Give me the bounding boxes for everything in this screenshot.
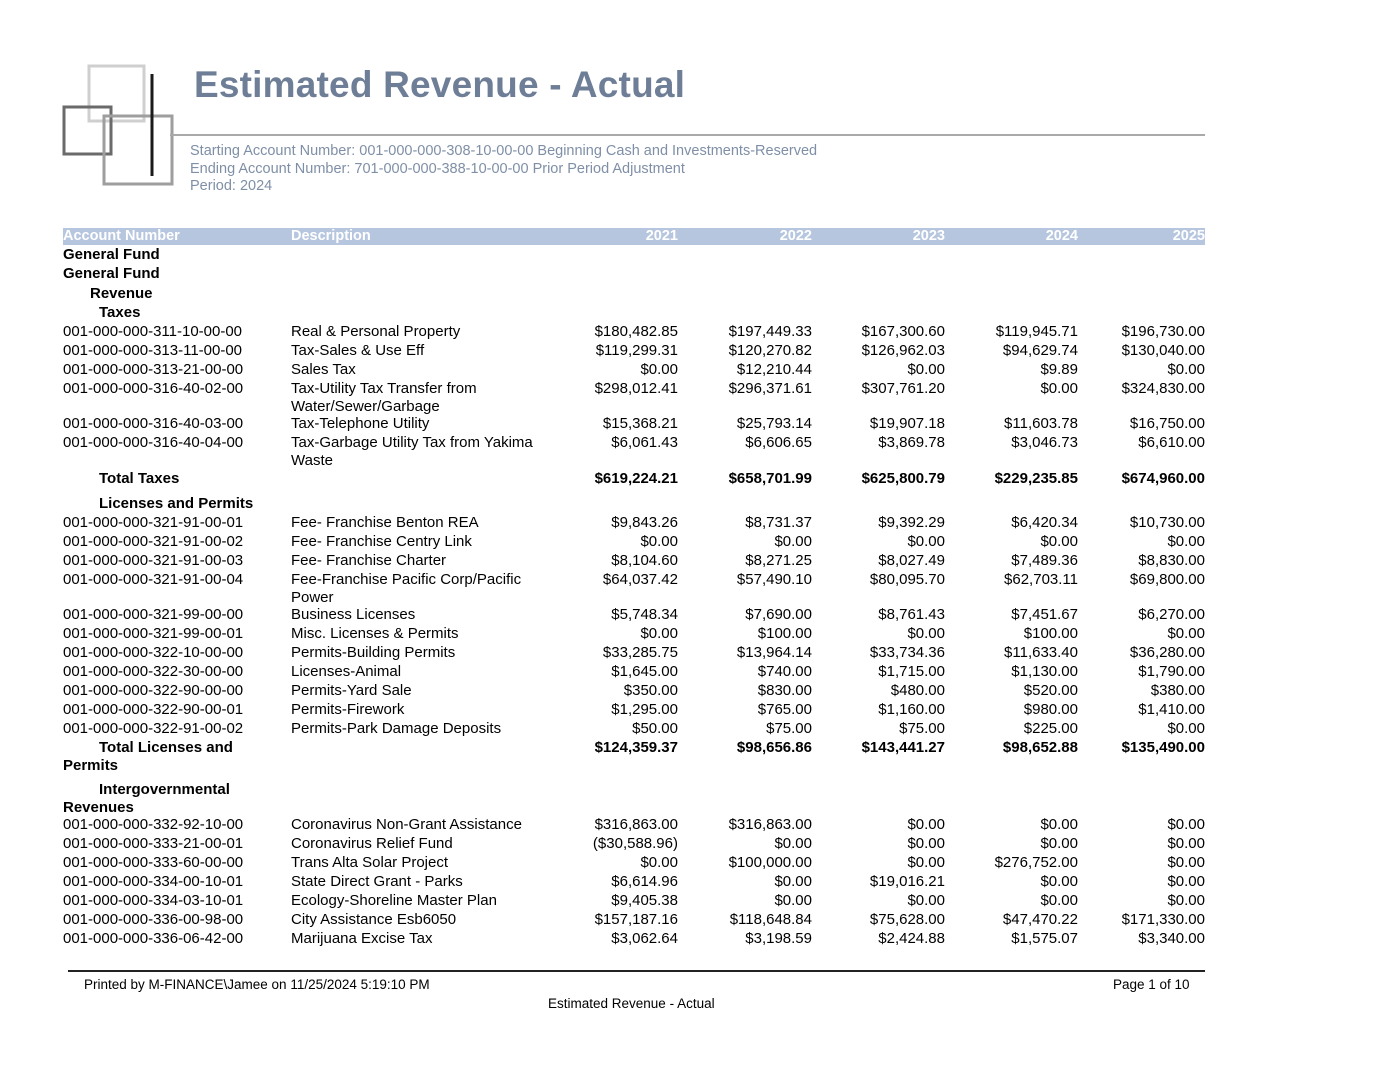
header-description: Description [291,228,371,244]
page-number: Page 1 of 10 [1113,977,1190,992]
value-2025: $1,790.00 [1138,663,1205,680]
value-2025: $196,730.00 [1121,323,1205,340]
value-2024: $1,575.07 [1011,930,1078,947]
header-2024: 2024 [1045,228,1078,244]
value-2024: $119,945.71 [995,323,1078,340]
description: Business Licenses [291,606,416,623]
value-2022: $0.00 [774,835,812,852]
value-2021: $298,012.41 [594,380,678,397]
account-number: 001-000-000-311-10-00-00 [63,323,243,340]
value-2022: $100.00 [757,625,812,642]
period: Period: 2024 [190,178,273,194]
value-2024: $276,752.00 [994,854,1078,871]
value-2022: $197,449.33 [728,323,812,340]
account-number: 001-000-000-334-03-10-01 [63,892,244,909]
value-2023: $1,160.00 [878,701,945,718]
starting-account: Starting Account Number: 001-000-000-308-10-00-00 Beginning Cash and Investments-Reserved [190,143,818,159]
value-2023: $8,027.49 [878,552,945,569]
description: Ecology-Shoreline Master Plan [291,892,497,909]
value-2021: ($30,588.96) [592,835,678,852]
value-2025: $380.00 [1150,682,1205,699]
description: Permits-Building Permits [291,644,456,661]
footer-divider [68,970,1205,972]
header-2025: 2025 [1172,228,1205,244]
value-2023: $2,424.88 [878,930,945,947]
description: City Assistance Esb6050 [291,911,457,928]
account-number: 001-000-000-322-90-00-00 [63,682,244,699]
account-number: 001-000-000-321-91-00-04 [63,571,244,588]
value-2021: $0.00 [640,361,678,378]
value-2021: $180,482.85 [594,323,678,340]
value-2023: $9,392.29 [878,514,945,531]
value-2021: $0.00 [640,533,678,550]
value-2025: $36,280.00 [1129,644,1205,661]
value-2023: $80,095.70 [869,571,945,588]
value-2022: $57,490.10 [736,571,812,588]
value-2022: $120,270.82 [728,342,812,359]
account-number: 001-000-000-316-40-04-00 [63,434,244,451]
account-number: 001-000-000-333-21-00-01 [63,835,244,852]
value-2024: $0.00 [1040,873,1078,890]
value-2024: $11,603.78 [1004,415,1078,432]
value-2021: $33,285.75 [602,644,678,661]
account-number: 001-000-000-322-90-00-01 [63,701,244,718]
revenue-label: Revenue [90,285,153,302]
value-2021: $9,405.38 [611,892,678,909]
value-2023: $0.00 [907,816,945,833]
value-2022: $3,198.59 [745,930,812,947]
footer-report-name: Estimated Revenue - Actual [548,996,715,1011]
value-2024: $7,489.36 [1011,552,1078,569]
value-2022: $7,690.00 [745,606,812,623]
value-2024: $62,703.11 [1004,571,1078,588]
account-number: 001-000-000-316-40-02-00 [63,380,244,397]
value-2023: $33,734.36 [869,644,945,661]
description: Coronavirus Non-Grant Assistance [291,816,522,833]
total-2023: $143,441.27 [861,739,945,756]
value-2022: $13,964.14 [736,644,812,661]
value-2023: $0.00 [907,625,945,642]
value-2022: $12,210.44 [736,361,812,378]
value-2022: $6,606.65 [745,434,812,451]
value-2022: $296,371.61 [728,380,812,397]
value-2021: $6,061.43 [611,434,678,451]
account-number: 001-000-000-316-40-03-00 [63,415,244,432]
value-2024: $11,633.40 [1004,644,1078,661]
report-parameters [190,143,817,196]
value-2025: $324,830.00 [1121,380,1205,397]
value-2024: $0.00 [1040,533,1078,550]
description: Trans Alta Solar Project [291,854,449,871]
value-2023: $8,761.43 [878,606,945,623]
description: Fee-Franchise Pacific Corp/Pacific Power [291,571,522,606]
value-2022: $740.00 [757,663,812,680]
account-number: 001-000-000-336-00-98-00 [63,911,244,928]
value-2025: $10,730.00 [1129,514,1205,531]
total-2022: $658,701.99 [728,470,812,487]
value-2023: $19,016.21 [869,873,945,890]
value-2024: $94,629.74 [1002,342,1078,359]
value-2025: $69,800.00 [1129,571,1205,588]
account-number: 001-000-000-332-92-10-00 [63,816,244,833]
value-2021: $1,645.00 [611,663,678,680]
account-number: 001-000-000-321-99-00-00 [63,606,244,623]
value-2025: $0.00 [1167,816,1205,833]
value-2022: $765.00 [757,701,812,718]
value-2022: $75.00 [766,720,812,737]
description: Tax-Sales & Use Eff [291,342,425,359]
value-2023: $1,715.00 [878,663,945,680]
value-2025: $0.00 [1167,533,1205,550]
value-2022: $100,000.00 [728,854,812,871]
value-2022: $830.00 [757,682,812,699]
column-header-bar [63,228,1205,245]
value-2025: $8,830.00 [1138,552,1205,569]
value-2022: $0.00 [774,533,812,550]
total-2022: $98,656.86 [736,739,812,756]
value-2023: $126,962.03 [861,342,945,359]
value-2021: $50.00 [632,720,678,737]
value-2021: $8,104.60 [611,552,678,569]
value-2024: $6,420.34 [1011,514,1078,531]
account-number: 001-000-000-322-30-00-00 [63,663,244,680]
value-2023: $0.00 [907,835,945,852]
fund-sub-label: General Fund [63,265,160,282]
value-2025: $130,040.00 [1121,342,1205,359]
value-2021: $1,295.00 [611,701,678,718]
value-2022: $118,648.84 [729,911,812,928]
value-2021: $157,187.16 [594,911,678,928]
account-number: 001-000-000-322-91-00-02 [63,720,244,737]
value-2023: $3,869.78 [878,434,945,451]
description: Fee- Franchise Charter [291,552,447,569]
value-2023: $0.00 [907,854,945,871]
value-2024: $980.00 [1023,701,1078,718]
value-2023: $0.00 [907,892,945,909]
fund-label: General Fund [63,246,160,263]
value-2024: $0.00 [1040,380,1078,397]
value-2021: $0.00 [640,625,678,642]
value-2025: $1,410.00 [1138,701,1205,718]
value-2025: $0.00 [1167,361,1205,378]
value-2022: $25,793.14 [736,415,812,432]
description: Licenses-Animal [291,663,402,680]
value-2025: $0.00 [1167,625,1205,642]
value-2023: $480.00 [890,682,945,699]
total-2021: $124,359.37 [594,739,678,756]
total-2024: $98,652.88 [1002,739,1078,756]
description: Sales Tax [291,361,356,378]
value-2024: $7,451.67 [1011,606,1078,623]
account-number: 001-000-000-321-99-00-01 [63,625,244,642]
account-number: 001-000-000-313-21-00-00 [63,361,244,378]
total-2025: $674,960.00 [1121,470,1205,487]
value-2025: $171,330.00 [1121,911,1205,928]
total-licenses-label: Total Licenses and Permits [63,739,233,774]
header-2021: 2021 [645,228,678,244]
description: State Direct Grant - Parks [291,873,463,890]
value-2024: $9.89 [1040,361,1078,378]
value-2025: $3,340.00 [1138,930,1205,947]
licenses-label: Licenses and Permits [99,495,254,512]
report-title: Estimated Revenue - Actual [194,64,686,105]
value-2024: $0.00 [1040,816,1078,833]
ending-account: Ending Account Number: 701-000-000-388-10-00-00 Prior Period Adjustment [190,160,685,177]
value-2021: $3,062.64 [611,930,678,947]
value-2021: $5,748.34 [611,606,678,623]
value-2022: $8,271.25 [745,552,812,569]
value-2024: $47,470.22 [1002,911,1078,928]
value-2025: $0.00 [1167,854,1205,871]
description: Permits-Park Damage Deposits [291,720,502,737]
value-2023: $0.00 [907,361,945,378]
value-2021: $119,299.31 [595,342,678,359]
title-divider [170,134,1205,136]
value-2025: $6,270.00 [1138,606,1205,623]
value-2023: $19,907.18 [869,415,945,432]
value-2023: $75.00 [899,720,945,737]
description: Real & Personal Property [291,323,461,340]
value-2021: $316,863.00 [594,816,678,833]
value-2025: $0.00 [1167,835,1205,852]
description: Fee- Franchise Centry Link [291,533,472,550]
value-2022: $0.00 [774,873,812,890]
value-2025: $0.00 [1167,873,1205,890]
description: Permits-Yard Sale [291,682,412,699]
description: Coronavirus Relief Fund [291,835,453,852]
description: Tax-Garbage Utility Tax from Yakima Waste [291,434,533,469]
value-2024: $0.00 [1040,835,1078,852]
value-2024: $1,130.00 [1011,663,1078,680]
total-2023: $625,800.79 [861,470,945,487]
value-2025: $6,610.00 [1138,434,1205,451]
description: Tax-Utility Tax Transfer from Water/Sewer/Garbage [291,380,477,415]
total-2025: $135,490.00 [1121,739,1205,756]
value-2021: $0.00 [640,854,678,871]
header-2022: 2022 [779,228,812,244]
report-logo-icon [62,64,177,189]
value-2021: $9,843.26 [611,514,678,531]
total-2021: $619,224.21 [594,470,678,487]
value-2021: $64,037.42 [602,571,678,588]
account-number: 001-000-000-321-91-00-03 [63,552,244,569]
value-2024: $225.00 [1023,720,1078,737]
printed-by: Printed by M-FINANCE\Jamee on 11/25/2024 5:19:10 PM [84,977,430,992]
value-2024: $3,046.73 [1011,434,1078,451]
description: Marijuana Excise Tax [291,930,433,947]
description: Permits-Firework [291,701,405,718]
total-taxes-label: Total Taxes [99,470,180,487]
value-2021: $6,614.96 [611,873,678,890]
value-2025: $0.00 [1167,892,1205,909]
value-2021: $350.00 [623,682,678,699]
value-2024: $520.00 [1023,682,1078,699]
value-2025: $16,750.00 [1129,415,1205,432]
value-2022: $8,731.37 [745,514,812,531]
value-2022: $316,863.00 [728,816,812,833]
value-2025: $0.00 [1167,720,1205,737]
intergov-label: Intergovernmental Revenues [63,781,230,816]
value-2023: $0.00 [907,533,945,550]
taxes-label: Taxes [99,304,141,321]
account-number: 001-000-000-334-00-10-01 [63,873,244,890]
description: Tax-Telephone Utility [291,415,430,432]
description: Fee- Franchise Benton REA [291,514,479,531]
value-2023: $167,300.60 [861,323,945,340]
account-number: 001-000-000-313-11-00-00 [63,342,243,359]
value-2021: $15,368.21 [602,415,678,432]
account-number: 001-000-000-322-10-00-00 [63,644,244,661]
value-2024: $0.00 [1040,892,1078,909]
value-2023: $307,761.20 [861,380,945,397]
total-2024: $229,235.85 [994,470,1078,487]
header-account-number: Account Number [63,228,180,244]
description: Misc. Licenses & Permits [291,625,459,642]
value-2023: $75,628.00 [869,911,945,928]
account-number: 001-000-000-333-60-00-00 [63,854,244,871]
account-number: 001-000-000-336-06-42-00 [63,930,244,947]
value-2022: $0.00 [774,892,812,909]
account-number: 001-000-000-321-91-00-01 [63,514,244,531]
account-number: 001-000-000-321-91-00-02 [63,533,244,550]
value-2024: $100.00 [1023,625,1078,642]
header-2023: 2023 [912,228,945,244]
